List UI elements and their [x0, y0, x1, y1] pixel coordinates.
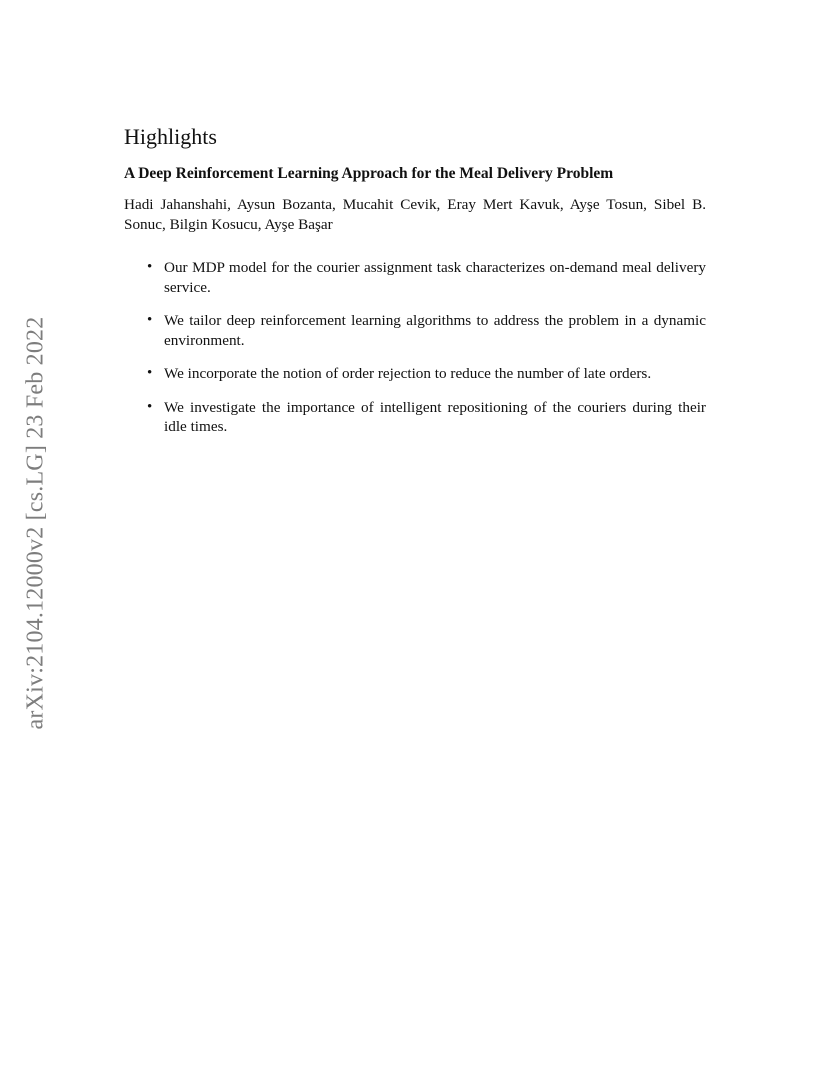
list-item [147, 311, 706, 350]
highlights-section [124, 122, 706, 451]
list-item-text: We incorporate the notion of order rejection to reduce the number of late orders. [164, 365, 652, 382]
bullet-icon: • [147, 365, 153, 381]
bullet-icon: • [147, 398, 153, 415]
arxiv-identifier-stamp: arXiv:2104.12000v2 [cs.LG] 23 Feb 2022 [22, 316, 49, 730]
paper-title: A Deep Reinforcement Learning Approach for the Meal Delivery Problem [124, 165, 614, 182]
list-item-text: We investigate the importance of intelligent repositioning of the couriers during their idle times. [164, 398, 706, 435]
bullet-icon: • [147, 312, 153, 328]
bullet-icon: • [147, 259, 153, 275]
list-item-text: We tailor deep reinforcement learning algorithms to address the problem in a dynamic environment. [164, 312, 706, 349]
list-item [147, 258, 706, 297]
list-item [147, 398, 706, 437]
author-list: Hadi Jahanshahi, Aysun Bozanta, Mucahit Cevik, Eray Mert Kavuk, Ayşe Tosun, Sibel B. Sonuc, Bilgin Kosucu, Ayşe Başar [124, 196, 706, 233]
highlights-heading: Highlights [124, 124, 217, 149]
highlights-list [124, 258, 706, 437]
list-item-text: Our MDP model for the courier assignment task characterizes on-demand meal delivery service. [164, 259, 706, 296]
list-item [147, 364, 706, 384]
